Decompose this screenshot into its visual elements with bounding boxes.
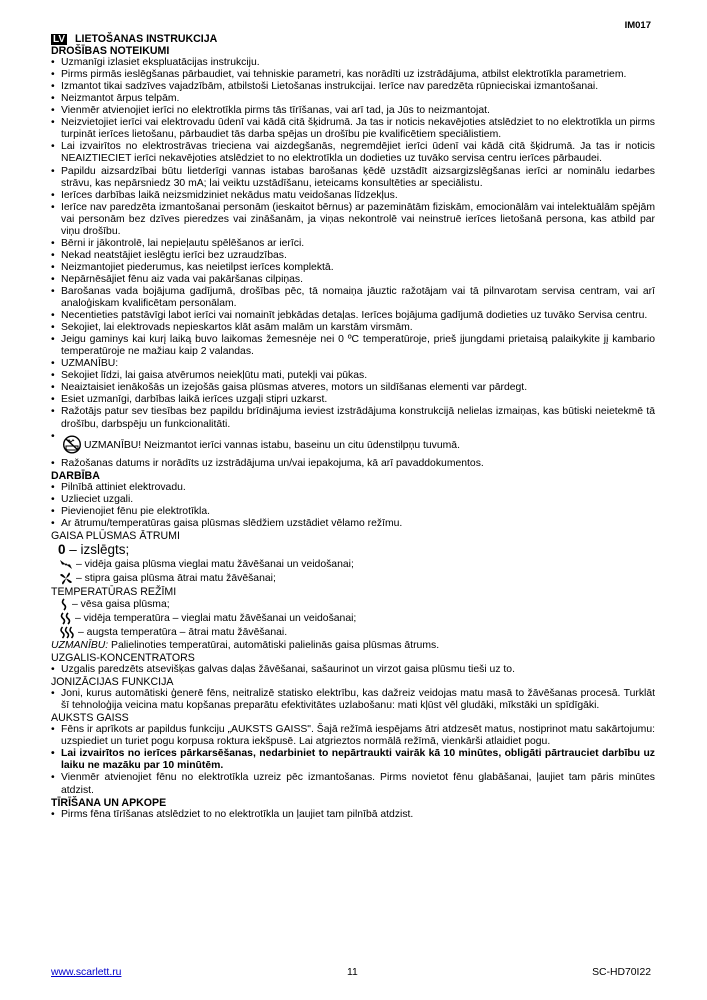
speed-high-row <box>51 572 655 586</box>
speed-low-row <box>51 558 655 572</box>
list-item: • Uzlieciet uzgali. <box>51 494 655 506</box>
temp-cool-text: – vēsa gaisa plūsma; <box>72 598 170 610</box>
document-code: IM017 <box>624 20 651 31</box>
temps-heading: TEMPERATŪRAS REŽĪMI <box>51 585 177 598</box>
list-item: • Nepārnēsājiet fēnu aiz vada vai pakāršanas cilpiņas. <box>51 274 655 286</box>
heat-high-icon <box>59 626 75 639</box>
speed-off-text: – izslēgts; <box>65 541 130 557</box>
list-item: • Papildu aizsardzībai būtu lietderīgi vannas istabas barošanas ķēdē uzstādīt aizsargizslēgšanas ierīci ar nominālu iedarbes strāvu, kas nepārsniedz 30 mA; lai veiktu uzstādīšanu, ieteicams konsultēties ar speciālistu. <box>51 166 655 190</box>
operation-heading: DARBĪBA <box>51 469 100 482</box>
no-bath-warning-icon <box>61 435 83 458</box>
speed-off-row <box>51 542 655 558</box>
list-item: • Jeigu gaminys kai kurį laiką buvo laikomas žemesnėje nei 0 ºC temperatūroje, prieš įjungdami prietaisą palaikykite jį kambario temperatūroje ne mažiau kaip 2 valandas. <box>51 334 655 358</box>
list-item: • Necentieties patstāvīgi labot ierīci vai nomainīt jebkādas detaļas. Ierīces bojājuma gadījumā dodieties uz tuvāko Servisa centru. <box>51 310 655 322</box>
page-title: LIETOŠANAS INSTRUKCIJA <box>75 33 218 45</box>
fan-high-icon <box>59 572 73 585</box>
temp-medium-text: – vidēja temperatūra – vieglai matu žāvēšanai un veidošanai; <box>75 612 357 624</box>
temp-cool-row <box>51 598 655 612</box>
page-footer <box>51 967 651 981</box>
title-row <box>51 33 655 45</box>
list-item: • Ierīce nav paredzēta izmantošanai personām (ieskaitot bērnus) ar pazeminātām fiziskām, emocionālām vai intelektuālām spējām vai personām bez dzīves pieredzes vai zināšanām, ja viņas nekontrolē vai neinstruē ierīces lietošanā persona, kas atbild par viņu drošību. <box>51 202 655 238</box>
list-item: • Ar ātrumu/temperatūras gaisa plūsmas slēdžiem uzstādiet vēlamo režīmu. <box>51 518 655 530</box>
list-item: • Ierīces darbības laikā neizsmidziniet nekādus matu veidošanas līdzekļus. <box>51 190 655 202</box>
language-badge: LV <box>53 34 66 45</box>
heat-medium-icon <box>59 612 72 625</box>
safety-list <box>51 57 655 470</box>
list-item: • Joni, kurus automātiski ģenerē fēns, neitralizē statisko elektrību, kas dažreiz veidojas matu masā to žāvēšanas procesā. Turklāt šī tehnoloģija veicina matu kopšanas preparātu efektivitātes uzlabošanu: mati kļūst vēl gludāki, mīkstāki un spīdīgāki. <box>51 688 655 712</box>
list-item: • Fēns ir aprīkots ar papildus funkciju „AUKSTS GAISS". Šajā režīmā iespējams ātri atdzesēt matus, nostiprinot matu sakārtojumu: uzspiediet un turiet pogu korpusa roktura iekšpusē. Lai atgrieztos normālā režīmā, vienkārši atlaidiet pogu. <box>51 724 655 748</box>
model-number: SC-HD70I22 <box>592 967 651 978</box>
overheat-warning-item: • Lai izvairītos no ierīces pārkarsēšanas, nedarbiniet to nepārtraukti vairāk kā 10 minūtes, obligāti pārtrauciet darbību uz laiku ne mazāku par 10 minūtēm. <box>51 748 655 772</box>
fan-low-icon <box>59 559 73 570</box>
list-item: • Neizmantot ārpus telpām. <box>51 93 655 105</box>
cleaning-list <box>51 809 655 821</box>
list-item: • Vienmēr atvienojiet fēnu no elektrotīkla uzreiz pēc izmantošanas. Pirms novietot fēnu glabāšanai, ļaujiet tam pāris minūtes atdzist. <box>51 772 655 796</box>
list-item: • Esiet uzmanīgi, darbības laikā ierīces uzgaļi stipri uzkarst. <box>51 394 655 406</box>
list-item: • Uzgalis paredzēts atsevišķas galvas daļas žāvēšanai, sašaurinot un virzot gaisa plūsmu tieši uz to. <box>51 664 655 676</box>
page-content <box>51 33 655 821</box>
list-item: • UZMANĪBU: <box>51 358 655 370</box>
temp-note-text: Palielinoties temperatūrai, automātiski palielinās gaisa plūsmas ātrums. <box>108 639 440 651</box>
list-item: • Sekojiet līdzi, lai gaisa atvērumos neiekļūtu mati, putekļi vai pūkas. <box>51 370 655 382</box>
ionization-list <box>51 688 655 712</box>
temp-hot-row <box>51 626 655 640</box>
list-item: • Vienmēr atvienojiet ierīci no elektrotīkla pirms tās tīrīšanas, vai arī tad, ja Jūs to neizmantojat. <box>51 105 655 117</box>
list-item: • Nekad neatstājiet ieslēgtu ierīci bez uzraudzības. <box>51 250 655 262</box>
temp-medium-row <box>51 612 655 626</box>
website-link[interactable]: www.scarlett.ru <box>51 967 122 978</box>
operation-list <box>51 482 655 530</box>
speed-low-text: – vidēja gaisa plūsma vieglai matu žāvēšanai un veidošanai; <box>76 558 354 570</box>
list-item: • Neizvietojiet ierīci vai elektrovadu ūdenī vai kādā citā šķidrumā. Ja tas ir noticis nekavējoties atslēdziet to no elektrotīkla un pirms turpināt ierīces lietošanu, pārbaudiet tās darba spējas un drošību pie kvalificētiem speciālistiem. <box>51 117 655 141</box>
cold-air-list <box>51 724 655 796</box>
list-item: • Bērni ir jākontrolē, lai nepieļautu spēlēšanos ar ierīci. <box>51 238 655 250</box>
list-item: • Barošanas vada bojājuma gadījumā, drošības pēc, tā nomaiņa jāuztic ražotājam vai tā pilnvarotam servisa centram, vai arī analoģiskam kvalificētam personālam. <box>51 286 655 310</box>
list-item: • Izmantot tikai sadzīves vajadzībām, atbilstoši Lietošanas instrukcijai. Ierīce nav paredzēta rūpnieciskai izmantošanai. <box>51 81 655 93</box>
list-item: • Sekojiet, lai elektrovads nepieskartos klāt asām malām un karstām virsmām. <box>51 322 655 334</box>
list-item: • Pirms fēna tīrīšanas atslēdziet to no elektrotīkla un ļaujiet tam pilnībā atdzist. <box>51 809 655 821</box>
cleaning-heading: TĪRĪŠANA UN APKOPE <box>51 796 167 809</box>
list-item: • Pirms pirmās ieslēgšanas pārbaudiet, vai tehniskie parametri, kas norādīti uz izstrādājuma, atbilst elektrotīkla parametriem. <box>51 69 655 81</box>
list-item: • Ražotājs patur sev tiesības bez papildu brīdinājuma ieviest izstrādājuma konstrukcijā nelielas izmaiņas, kas būtiski neietekmē tā drošību, darbspēju un funkcionalitāti. <box>51 406 655 430</box>
list-item: • Neizmantojiet piederumus, kas neietilpst ierīces komplektā. <box>51 262 655 274</box>
heat-low-icon <box>59 598 69 611</box>
page-number: 11 <box>347 967 358 978</box>
temp-hot-text: – augsta temperatūra – ātrai matu žāvēšanai. <box>78 626 288 638</box>
list-item: • Pilnībā attiniet elektrovadu. <box>51 482 655 494</box>
list-item: • Pievienojiet fēnu pie elektrotīkla. <box>51 506 655 518</box>
list-item: • Ražošanas datums ir norādīts uz izstrādājuma un/vai iepakojuma, kā arī pavaddokumentos. <box>51 458 655 470</box>
temp-note <box>51 640 655 652</box>
zero-symbol: 0 <box>58 541 66 557</box>
concentrator-heading: UZGALIS-KONCENTRATORS <box>51 652 195 665</box>
temp-note-label: UZMANĪBU: <box>51 639 109 651</box>
list-item: • Lai izvairītos no elektrostrāvas trieciena vai aizdegšanās, negremdējiet ierīci ūdenī vai kādā citā šķidrumā. Ja tas ir noticis NEAIZTIECIET ierīci nekavējoties atslēdziet to no elektrotīkla un dodieties uz tuvāko servisa centru ierīces pārbaudei. <box>51 141 655 165</box>
warning-text: UZMANĪBU! Neizmantot ierīci vannas istabu, baseinu un citu ūdenstilpņu tuvumā. <box>84 439 460 451</box>
list-item: • Neaiztaisiet ienākošās un izejošās gaisa plūsmas atveres, motors un sildīšanas elementi var pārdegt. <box>51 382 655 394</box>
safety-heading: DROŠĪBAS NOTEIKUMI <box>51 45 170 58</box>
warning-item <box>51 431 655 458</box>
list-item: • Uzmanīgi izlasiet ekspluatācijas instrukciju. <box>51 57 655 69</box>
cold-air-heading: AUKSTS GAISS <box>51 712 129 725</box>
speed-high-text: – stipra gaisa plūsma ātrai matu žāvēšanai; <box>76 572 276 584</box>
speeds-heading: GAISA PLŪSMAS ĀTRUMI <box>51 529 180 542</box>
concentrator-list <box>51 664 655 676</box>
ionization-heading: JONIZĀCIJAS FUNKCIJA <box>51 676 174 689</box>
